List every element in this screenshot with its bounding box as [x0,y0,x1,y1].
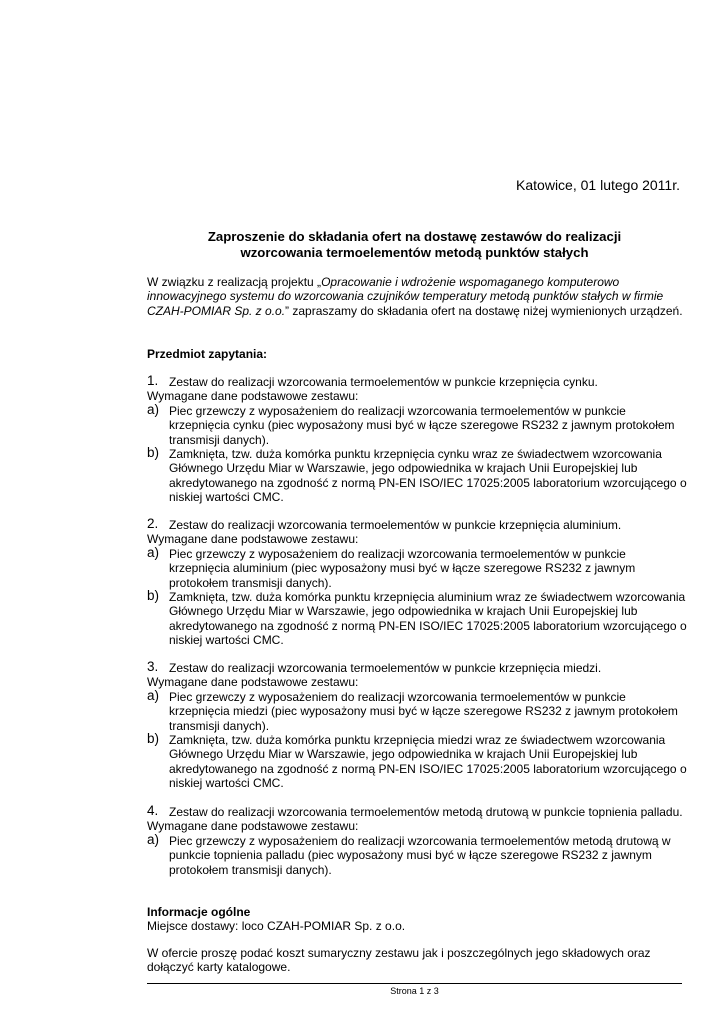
delivery-place: Miejsce dostawy: loco CZAH-POMIAR Sp. z o.o. [147,919,406,934]
item-number: 2. [147,516,159,531]
item-number: 3. [147,659,159,674]
sub-item-b [147,590,687,648]
sub-item-text: Zamknięta, tzw. duża komórka punktu krzepnięcia aluminium wraz ze świadectwem wzorcowania Głównego Urzędu Miar w Warszawie, jego odpowiednika w krajach Unii Europejskiej lub akredytowanego na zgodność z normą PN-EN ISO/IEC 17025:2005 laboratorium wzorcującego o niskiej wartości CMC. [169,590,687,648]
list-item-2 [147,518,687,648]
title-line-1: Zaproszenie do składania ofert na dostawę zestawów do realizacji [207,229,622,244]
required-label: Wymagane dane podstawowe zestawu: [147,389,359,404]
marker-a: a) [147,687,160,703]
required-label: Wymagane dane podstawowe zestawu: [147,532,359,547]
marker-b: b) [147,731,160,747]
list-item-3 [147,661,687,791]
list-item-4 [147,805,687,877]
item-text: Zestaw do realizacji wzorcowania termoelementów w punkcie krzepnięcia cynku. [169,375,598,389]
sub-item-a [147,687,687,733]
sub-item-b [147,447,687,505]
intro-prefix: W związku z realizacją projektu „ [147,275,322,289]
sub-item-text: Piec grzewczy z wyposażeniem do realizacji wzorcowania termoelementów w punkcie krzepnięcia cynku (piec wyposażony musi być w łącze szeregowe RS232 z jawnym protokołem transmisji danych). [169,403,675,447]
document-title [147,229,682,261]
sub-item-text: Zamknięta, tzw. duża komórka punktu krzepnięcia miedzi wraz ze świadectwem wzorcowania Głównego Urzędu Miar w Warszawie, jego odpowiednika w krajach Unii Europejskiej lub akredytowanego na zgodność z normą PN-EN ISO/IEC 17025:2005 laboratorium wzorcującego o niskiej wartości CMC. [169,733,687,791]
item-number: 4. [147,803,159,818]
sub-item-a [147,831,687,877]
intro-paragraph [147,275,687,318]
intro-suffix: ” zapraszamy do składania ofert na dostawę niżej wymienionych urządzeń. [285,303,683,318]
required-label: Wymagane dane podstawowe zestawu: [147,819,359,834]
marker-a: a) [147,544,160,560]
footer-divider [147,983,682,984]
sub-item-text: Piec grzewczy z wyposażeniem do realizacji wzorcowania termoelementów metodą drutową w punkcie topnienia palladu (piec wyposażony musi być w łącze szeregowe RS232 z jawnym protokołem transmisji danych). [169,833,671,877]
sub-item-a [147,544,687,590]
title-line-2: wzorcowania termoelementów metodą punktów stałych [240,245,589,260]
item-text: Zestaw do realizacji wzorcowania termoelementów metodą drutową w punkcie topnienia palladu. [169,805,683,819]
marker-a: a) [147,831,160,847]
sub-item-text: Piec grzewczy z wyposażeniem do realizacji wzorcowania termoelementów w punkcie krzepnięcia miedzi (piec wyposażony musi być w łącze szeregowe RS232 z jawnym protokołem transmisji danych). [169,689,678,733]
offer-note: W ofercie proszę podać koszt sumaryczny zestawu jak i poszczególnych jego składowych oraz dołączyć karty katalogowe. [147,946,651,975]
required-label: Wymagane dane podstawowe zestawu: [147,675,359,690]
marker-b: b) [147,445,160,461]
general-info [147,905,687,934]
item-text: Zestaw do realizacji wzorcowania termoelementów w punkcie krzepnięcia aluminium. [169,518,622,532]
sub-item-a [147,401,687,447]
item-number: 1. [147,373,159,388]
sub-item-b [147,733,687,791]
document-date: Katowice, 01 lutego 2011r. [516,177,680,193]
item-text: Zestaw do realizacji wzorcowania termoelementów w punkcie krzepnięcia miedzi. [169,661,602,675]
general-heading: Informacje ogólne [147,905,251,919]
sub-item-text: Zamknięta, tzw. duża komórka punktu krzepnięcia cynku wraz ze świadectwem wzorcowania Głównego Urzędu Miar w Warszawie, jego odpowiednika w krajach Unii Europejskiej lub akredytowanego na zgodność z normą PN-EN ISO/IEC 17025:2005 laboratorium wzorcującego o niskiej wartości CMC. [169,447,687,505]
marker-b: b) [147,588,160,604]
sub-item-text: Piec grzewczy z wyposażeniem do realizacji wzorcowania termoelementów w punkcie krzepnięcia aluminium (piec wyposażony musi być w łącze szeregowe RS232 z jawnym protokołem transmisji danych). [169,546,636,590]
page-number: Strona 1 z 3 [390,986,439,996]
marker-a: a) [147,401,160,417]
subject-heading: Przedmiot zapytania: [147,347,268,361]
project-name: Opracowanie i wdrożenie wspomaganego komputerowo innowacyjnego systemu do wzorcowania czujników temperatury metodą punktów stałych w firmie CZAH-POMIAR Sp. z o.o. [147,275,664,318]
list-item-1 [147,375,687,505]
